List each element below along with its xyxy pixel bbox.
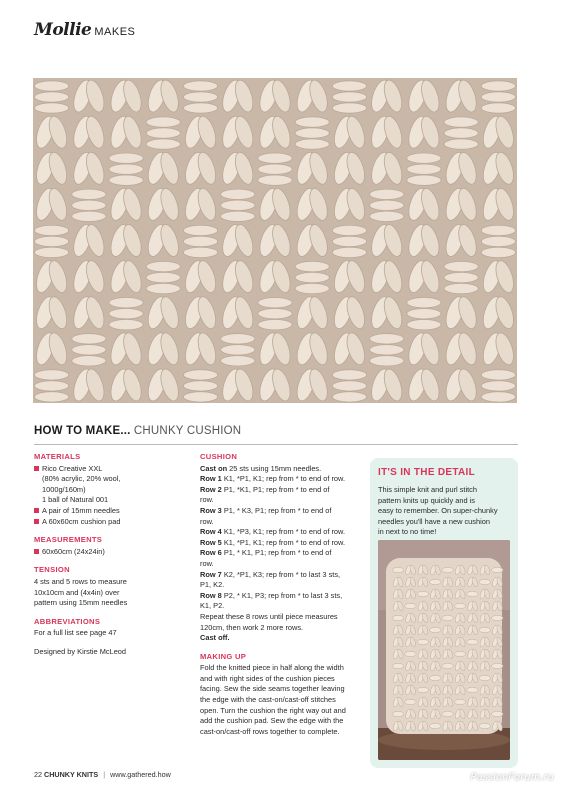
cushion-purl [479,579,491,584]
purl-bump [34,247,68,257]
pattern-row-text: P1, *K1, P1; rep from * to end of [221,484,330,494]
purl-bump [444,117,478,127]
cushion-purl [467,591,479,596]
making-up-line: the edge with the cast-on/cast-off stitches [200,695,336,705]
cushion-purl [454,699,466,704]
tension-text [34,577,194,609]
tension-line: 10x10cm and (4x4in) over [34,587,120,597]
purl-bump [34,92,68,102]
purl-bump [481,81,515,91]
purl-bump [183,81,217,91]
abbreviations-heading: ABBREVIATIONS [34,616,101,626]
pattern-row [200,591,360,612]
pattern-row-line [200,591,360,602]
cushion-purl [467,639,479,644]
bullet-square [34,519,39,524]
purl-bump [34,392,68,402]
cast-off-line: Cast off. [200,633,230,643]
materials-item [34,506,194,517]
purl-bump [183,392,217,402]
purl-bump [34,81,68,91]
pattern-row-text: P1, * K3, P1; rep from * to end of [221,505,332,515]
cushion-purl [405,699,417,704]
pattern-row [200,506,360,527]
pattern-row-line: row. [200,558,214,568]
section-divider [34,444,518,445]
cushion-purl [479,723,491,728]
purl-bump [481,92,515,102]
pattern-row-text: K1, *P1, K1; rep from * to end of row. [221,537,346,547]
pattern-row-label: Row 6 [200,548,222,558]
purl-bump [183,381,217,391]
cushion-purl [429,723,441,728]
repeat-line: Repeat these 8 rows until piece measures [200,611,338,621]
purl-bump [481,103,515,113]
pattern-row-line [200,474,360,485]
purl-bump [332,381,366,391]
purl-bump [444,139,478,149]
materials-list [34,464,194,528]
purl-bump [295,272,329,282]
detail-line: in next to no time! [378,527,437,537]
making-up-line: facing. Sew the side seams together leaving [200,684,345,694]
making-up-line: open. Turn the cushion the right way out and [200,705,346,715]
cushion-purl [392,567,404,572]
cushion-purl [467,687,479,692]
cushion-purl [491,567,503,572]
purl-bump [481,370,515,380]
pattern-row-label: Row 4 [200,527,222,537]
cushion-purl [491,711,503,716]
purl-bump [258,153,292,163]
purl-bump [407,164,441,174]
purl-bump [332,103,366,113]
pattern-row-line: row. [200,495,214,505]
pattern-row-label: Row 5 [200,537,222,547]
purl-bump [481,392,515,402]
instructions-column [200,452,360,737]
cast-on-line [200,464,360,475]
abbreviations-text: For a full list see page 47 [34,628,117,638]
cushion-heading: CUSHION [200,452,238,461]
pattern-row-line: K1, P2. [200,601,225,611]
making-up-text [200,663,360,737]
tension-line: 4 sts and 5 rows to measure [34,576,127,586]
purl-bump [34,103,68,113]
tension-line: pattern using 15mm needles [34,598,128,608]
repeat-text [200,612,360,633]
purl-bump [146,261,180,271]
bullet-square [34,549,39,554]
pattern-row [200,548,360,569]
bullet-square [34,508,39,513]
materials-heading: MATERIALS [34,452,81,461]
page-footer [34,770,171,779]
detail-line: needles you'll have a new cushion [378,516,490,526]
cushion-purl [417,687,429,692]
purl-bump [183,236,217,246]
purl-bump [34,236,68,246]
cushion-photo [378,540,510,760]
purl-bump [295,261,329,271]
making-up-line: and with right sides of the cushion pieces [200,673,335,683]
pattern-row [200,527,360,538]
pattern-row [200,474,360,485]
making-up-line: cast-on/cast-off rows together to complete. [200,726,340,736]
materials-line: 1 ball of Natural 001 [42,495,109,505]
purl-bump [146,128,180,138]
materials-item-text [42,517,120,528]
knit-texture-image [33,78,517,403]
cushion-image [378,540,510,760]
cushion-purl [442,615,454,620]
cushion-purl [417,639,429,644]
purl-bump [183,92,217,102]
purl-bump [109,319,143,329]
purl-bump [481,225,515,235]
purl-bump [332,247,366,257]
purl-bump [407,308,441,318]
materials-item [34,517,194,528]
purl-bump [183,103,217,113]
pattern-row-line [200,538,360,549]
purl-bump [183,225,217,235]
purl-bump [72,356,106,366]
rows-list [200,474,360,612]
page-number: 22 [34,770,42,779]
detail-line: easy to remember. On super-chunky [378,506,498,516]
purl-bump [444,261,478,271]
detail-text [378,485,512,538]
purl-bump [72,334,106,344]
pattern-row-label: Row 3 [200,505,222,515]
purl-bump [34,381,68,391]
purl-bump [221,200,255,210]
cushion-purl [442,567,454,572]
purl-bump [72,211,106,221]
pattern-row-line [200,570,360,581]
materials-line: A pair of 15mm needles [42,505,120,515]
pattern-row-line [200,506,360,517]
cushion-purl [454,651,466,656]
cushion-purl [392,711,404,716]
purl-bump [370,345,404,355]
materials-item-text [42,506,120,517]
detail-line: pattern knits up quickly and is [378,495,475,505]
repeat-line: 120cm, then work 2 more rows. [200,622,304,632]
purl-bump [221,211,255,221]
cushion-purl [491,615,503,620]
cushion-purl [491,663,503,668]
pattern-row-text: P2, * K1, P3; rep from * to last 3 sts, [221,590,343,600]
purl-bump [258,175,292,185]
purl-bump [258,164,292,174]
purl-bump [407,175,441,185]
cushion-purl [405,603,417,608]
bullet-square [34,466,39,471]
pattern-row-text: P1, * K1, P1; rep from * to end of [221,548,332,558]
purl-bump [146,139,180,149]
magazine-logo [34,20,135,42]
cast-on-text: 25 sts using 15mm needles. [227,463,322,473]
purl-bump [72,345,106,355]
pattern-row-label: Row 7 [200,569,222,579]
purl-bump [109,164,143,174]
purl-bump [34,370,68,380]
purl-bump [407,297,441,307]
purl-bump [258,297,292,307]
footer-url[interactable]: www.gathered.how [110,770,171,779]
cushion-purl [479,675,491,680]
purl-bump [332,81,366,91]
cast-on-label: Cast on [200,463,228,473]
materials-column [34,452,194,658]
pattern-row-line: row. [200,516,214,526]
making-up-line: Fold the knitted piece in half along the width [200,663,344,673]
section-title-bold: HOW TO MAKE... [34,425,131,437]
materials-line: Rico Creative XXL [42,463,103,473]
knit-swatch-photo [33,78,517,403]
measurements-heading: MEASUREMENTS [34,535,103,545]
purl-bump [221,345,255,355]
purl-bump [34,225,68,235]
pattern-row-line [200,485,360,496]
purl-bump [146,272,180,282]
pattern-row-line [200,527,360,538]
purl-bump [481,247,515,257]
purl-bump [332,392,366,402]
purl-bump [183,247,217,257]
cushion-purl [405,651,417,656]
cushion-purl [454,603,466,608]
cushion-purl [429,579,441,584]
section-title [34,425,241,437]
purl-bump [295,117,329,127]
purl-bump [332,225,366,235]
purl-bump [295,139,329,149]
purl-bump [221,356,255,366]
materials-item [34,464,194,506]
purl-bump [332,92,366,102]
watermark: PassionForum.ru [470,772,554,783]
purl-bump [370,189,404,199]
purl-bump [370,334,404,344]
measurements-text: 60x60cm (24x24in) [42,546,105,556]
materials-item-text [42,464,120,506]
detail-box [370,458,518,768]
pattern-row-text: K1, *P3, K1; rep from * to end of row. [221,527,346,537]
purl-bump [258,319,292,329]
purl-bump [332,236,366,246]
section-title-light: CHUNKY CUSHION [133,425,242,437]
materials-line: A 60x60cm cushion pad [42,516,121,526]
pattern-row-text: K2, *P1, K3; rep from * to last 3 sts, [221,569,341,579]
purl-bump [444,128,478,138]
purl-bump [221,334,255,344]
purl-bump [370,211,404,221]
detail-line: This simple knit and purl stitch [378,485,477,494]
cushion-purl [429,627,441,632]
making-up-line: add the cushion pad. Sew the edge with the [200,716,344,726]
purl-bump [407,319,441,329]
purl-bump [370,200,404,210]
cushion-purl [442,663,454,668]
materials-line: 1000g/160m) [42,484,86,494]
logo-makes: MAKES [94,26,136,38]
pattern-row-line [200,548,360,559]
pattern-row-label: Row 1 [200,474,222,484]
cushion-purl [442,711,454,716]
purl-bump [332,370,366,380]
designer-credit: Designed by Kirstie McLeod [34,646,127,656]
logo-script: Mollie [34,20,92,40]
purl-bump [295,283,329,293]
purl-bump [72,189,106,199]
pattern-row-label: Row 2 [200,484,222,494]
pattern-row-label: Row 8 [200,590,222,600]
purl-bump [109,297,143,307]
cushion-purl [479,627,491,632]
purl-bump [221,189,255,199]
purl-bump [407,153,441,163]
cushion-purl [417,591,429,596]
pattern-row [200,485,360,506]
purl-bump [295,128,329,138]
footer-separator: | [103,770,106,779]
purl-bump [146,283,180,293]
cushion-purl [392,615,404,620]
purl-bump [109,175,143,185]
making-up-heading: MAKING UP [200,651,247,661]
footer-magazine: CHUNKY KNITS [44,770,99,779]
cushion-purl [392,663,404,668]
cushion-purl [429,675,441,680]
purl-bump [444,283,478,293]
purl-bump [481,381,515,391]
measurements-item [34,547,194,558]
purl-bump [146,117,180,127]
purl-bump [481,236,515,246]
pattern-row-line: P1, K2. [200,580,225,590]
pattern-row [200,570,360,591]
pattern-row [200,538,360,549]
purl-bump [109,153,143,163]
purl-bump [258,308,292,318]
detail-title: IT'S IN THE DETAIL [378,467,476,478]
purl-bump [183,370,217,380]
tension-heading: TENSION [34,565,70,575]
materials-line: (80% acrylic, 20% wool, [42,474,121,484]
purl-bump [370,356,404,366]
purl-bump [72,200,106,210]
pattern-row-text: K1, *P1, K1; rep from * to end of row. [221,474,346,484]
purl-bump [109,308,143,318]
purl-bump [444,272,478,282]
